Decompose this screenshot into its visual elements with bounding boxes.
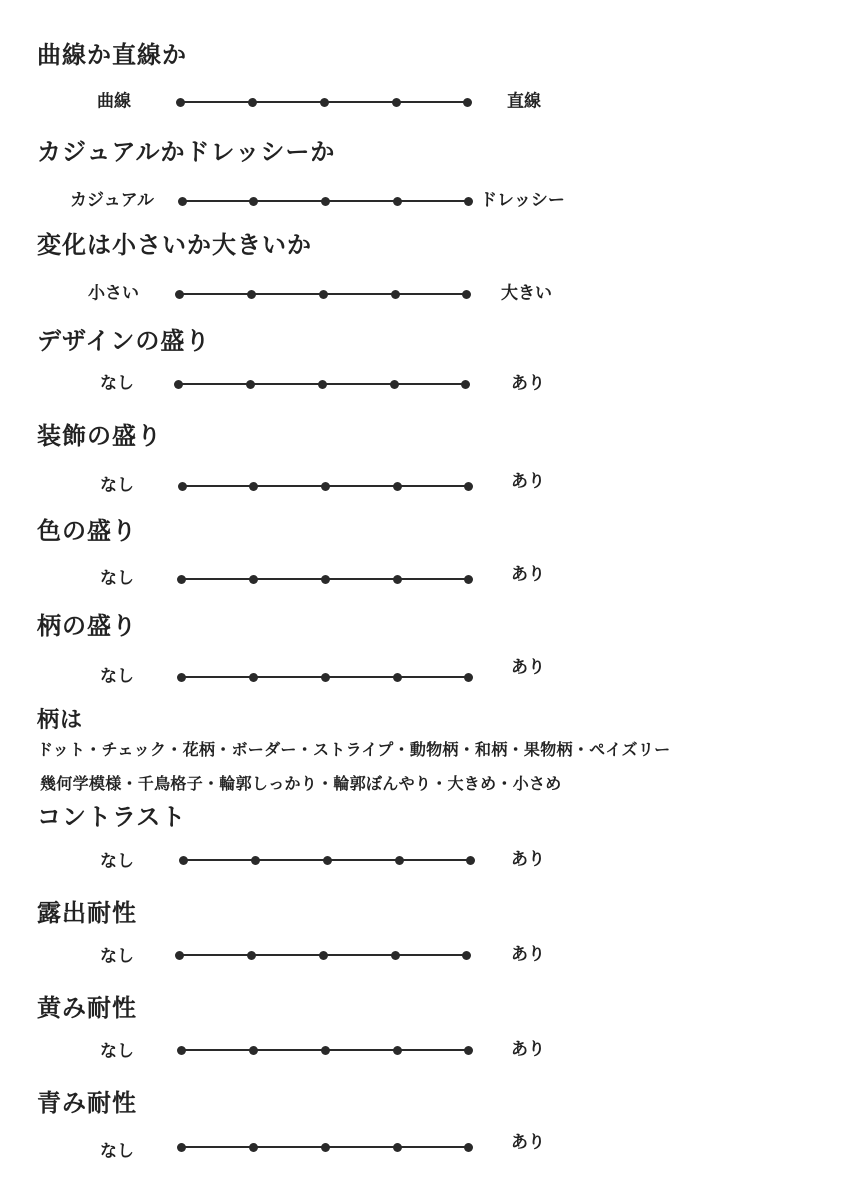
scale-point-4[interactable]: [393, 1046, 402, 1055]
rating-scale: [0, 471, 852, 501]
scale-title: 曲線か直線か: [37, 41, 187, 69]
scale-point-2[interactable]: [249, 1143, 258, 1152]
scale-right-label: あり: [511, 471, 545, 492]
scale-point-2[interactable]: [248, 98, 257, 107]
scale-point-2[interactable]: [247, 290, 256, 299]
scale-right-label: 直線: [507, 91, 541, 112]
scale-right-label: あり: [511, 1039, 545, 1060]
scale-point-4[interactable]: [393, 673, 402, 682]
scale-point-2[interactable]: [251, 856, 260, 865]
scale-point-3[interactable]: [318, 380, 327, 389]
scale-left-label: 小さい: [88, 283, 139, 304]
scale-left-label: カジュアル: [70, 190, 154, 211]
scale-point-4[interactable]: [393, 1143, 402, 1152]
scale-point-2[interactable]: [249, 575, 258, 584]
scale-point-2[interactable]: [247, 951, 256, 960]
rating-scale: [0, 87, 852, 117]
pattern-list-line-2: 幾何学模様・千鳥格子・輪郭しっかり・輪郭ぼんやり・大きめ・小さめ: [40, 774, 562, 793]
scale-right-label: あり: [511, 564, 545, 585]
scale-right-label: あり: [511, 373, 545, 394]
scale-point-4[interactable]: [393, 575, 402, 584]
scale-left-label: なし: [100, 1141, 134, 1161]
scale-point-4[interactable]: [395, 856, 404, 865]
scale-right-label: ドレッシー: [480, 190, 565, 211]
scale-point-5[interactable]: [464, 1143, 473, 1152]
scale-point-2[interactable]: [246, 380, 255, 389]
scale-point-5[interactable]: [464, 673, 473, 682]
scale-point-3[interactable]: [321, 482, 330, 491]
scale-point-2[interactable]: [249, 1046, 258, 1055]
scale-point-5[interactable]: [464, 482, 473, 491]
scale-point-4[interactable]: [391, 290, 400, 299]
scale-point-2[interactable]: [249, 673, 258, 682]
scale-point-5[interactable]: [464, 575, 473, 584]
scale-title: デザインの盛り: [37, 327, 211, 355]
scale-point-1[interactable]: [175, 951, 184, 960]
pattern-list-line-1: ドット・チェック・花柄・ボーダー・ストライプ・動物柄・和柄・果物柄・ペイズリー: [37, 740, 671, 759]
scale-point-1[interactable]: [177, 1143, 186, 1152]
scale-left-label: 曲線: [97, 91, 131, 112]
scale-right-label: あり: [511, 944, 545, 965]
scale-left-label: なし: [100, 373, 134, 394]
scale-title: 変化は小さいか大きいか: [37, 231, 312, 259]
rating-scale: [0, 279, 852, 309]
scale-point-1[interactable]: [178, 482, 187, 491]
scale-point-5[interactable]: [461, 380, 470, 389]
scale-point-5[interactable]: [462, 951, 471, 960]
scale-point-1[interactable]: [175, 290, 184, 299]
rating-scale: [0, 845, 852, 875]
scale-point-4[interactable]: [393, 197, 402, 206]
scale-point-5[interactable]: [464, 1046, 473, 1055]
scale-left-label: なし: [100, 851, 134, 871]
scale-point-1[interactable]: [179, 856, 188, 865]
scale-point-1[interactable]: [174, 380, 183, 389]
scale-title: 装飾の盛り: [37, 422, 162, 450]
rating-scale: [0, 940, 852, 970]
scale-left-label: なし: [100, 1041, 134, 1061]
scale-title: コントラスト: [37, 803, 187, 831]
scale-point-3[interactable]: [321, 575, 330, 584]
scale-point-3[interactable]: [321, 1046, 330, 1055]
scale-left-label: なし: [100, 666, 134, 687]
scale-point-5[interactable]: [463, 98, 472, 107]
scale-point-3[interactable]: [321, 197, 330, 206]
rating-scale: [0, 564, 852, 594]
scale-title: 柄の盛り: [37, 612, 137, 640]
scale-point-3[interactable]: [321, 673, 330, 682]
scale-title: カジュアルかドレッシーか: [37, 138, 336, 166]
scale-title: 色の盛り: [37, 517, 137, 545]
scale-left-label: なし: [100, 475, 134, 496]
scale-point-3[interactable]: [323, 856, 332, 865]
scale-point-4[interactable]: [392, 98, 401, 107]
scale-left-label: なし: [100, 946, 134, 966]
scale-point-4[interactable]: [390, 380, 399, 389]
scale-point-5[interactable]: [464, 197, 473, 206]
scale-right-label: あり: [511, 1132, 545, 1152]
scale-point-3[interactable]: [319, 290, 328, 299]
scale-right-label: 大きい: [501, 283, 552, 304]
scale-point-5[interactable]: [462, 290, 471, 299]
scale-point-2[interactable]: [249, 482, 258, 491]
rating-scale: [0, 1035, 852, 1065]
scale-right-label: あり: [511, 849, 545, 870]
scale-title: 青み耐性: [37, 1089, 137, 1117]
pattern-title: 柄は: [37, 708, 84, 733]
rating-scale: [0, 1132, 852, 1162]
rating-scale: [0, 657, 852, 692]
scale-point-1[interactable]: [177, 1046, 186, 1055]
scale-point-3[interactable]: [321, 1143, 330, 1152]
scale-point-4[interactable]: [391, 951, 400, 960]
rating-scale: [0, 369, 852, 399]
scale-point-1[interactable]: [177, 673, 186, 682]
scale-point-3[interactable]: [319, 951, 328, 960]
rating-scale: [0, 186, 852, 216]
scale-point-4[interactable]: [393, 482, 402, 491]
scale-title: 露出耐性: [37, 899, 137, 927]
scale-point-5[interactable]: [466, 856, 475, 865]
scale-right-label: あり: [511, 657, 545, 678]
scale-point-1[interactable]: [177, 575, 186, 584]
scale-left-label: なし: [100, 568, 134, 589]
scale-title: 黄み耐性: [37, 994, 137, 1022]
scale-point-1[interactable]: [176, 98, 185, 107]
scale-point-3[interactable]: [320, 98, 329, 107]
scale-point-1[interactable]: [178, 197, 187, 206]
scale-point-2[interactable]: [249, 197, 258, 206]
